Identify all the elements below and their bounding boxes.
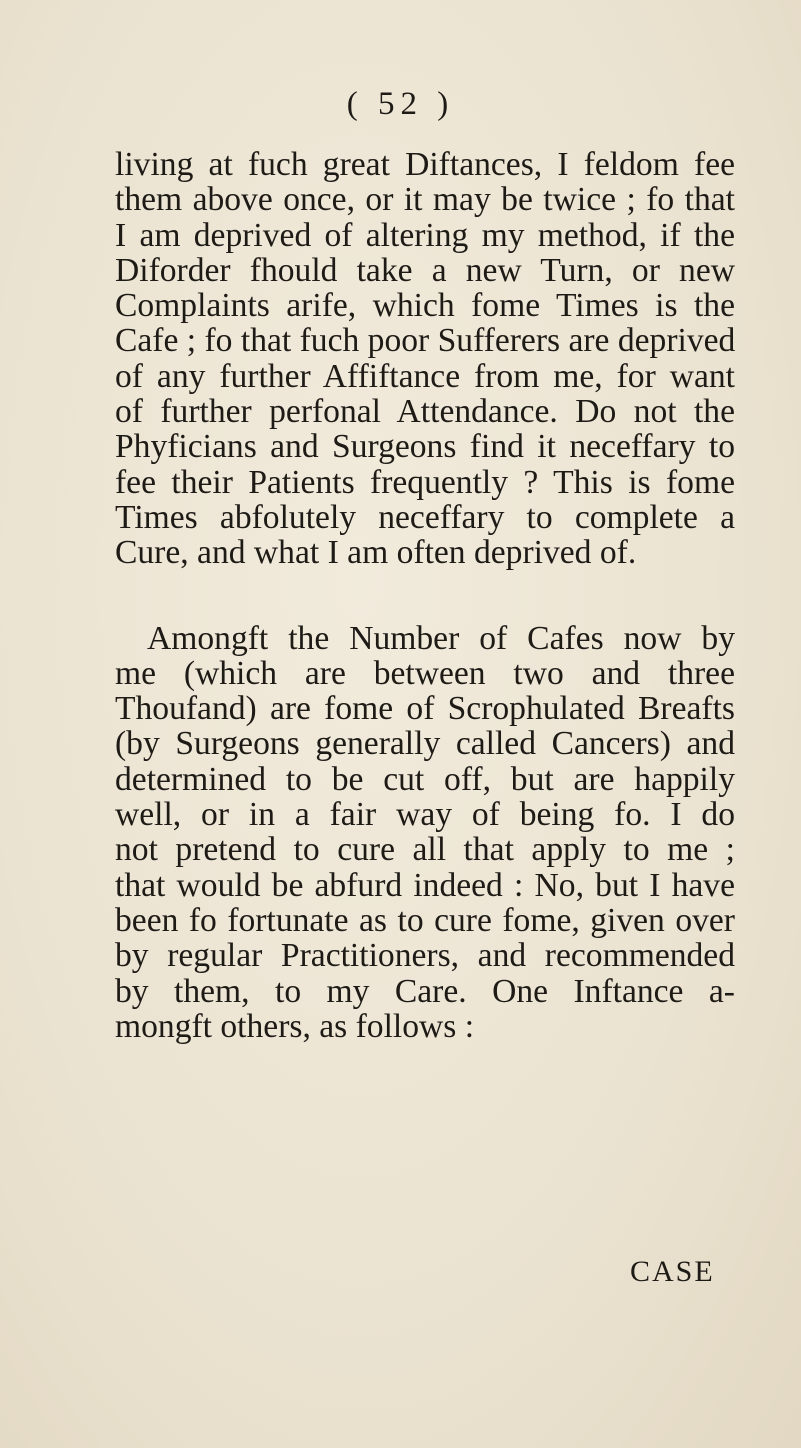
text-line: mongft others, as follows : <box>115 1007 475 1045</box>
text-line: that would be abfurd indeed : No, but I have <box>115 866 735 904</box>
body-text <box>115 147 735 1044</box>
text-line: of any further Affiftance from me, for want <box>115 357 735 395</box>
paragraph-1 <box>115 147 735 571</box>
text-line: Times abfolutely neceffary to complete a <box>115 498 735 536</box>
text-line: Phyficians and Surgeons find it neceffary to <box>115 428 735 466</box>
text-line: fee their Patients frequently ? This is fome <box>115 463 735 501</box>
text-line: (by Surgeons generally called Cancers) and <box>115 725 735 763</box>
text-line: Cafe ; fo that fuch poor Sufferers are deprived <box>115 322 736 360</box>
text-line: well, or in a fair way of being fo. I do <box>115 796 735 834</box>
text-line: them above once, or it may be twice ; fo that <box>115 181 735 219</box>
paragraph-2 <box>115 621 735 1045</box>
page-number: ( 52 ) <box>346 86 455 122</box>
text-line: living at fuch great Diftances, I feldom fee <box>115 146 735 183</box>
text-line: not pretend to cure all that apply to me ; <box>115 831 735 869</box>
text-line: determined to be cut off, but are happily <box>115 760 735 798</box>
text-line: Diforder fhould take a new Turn, or new <box>115 251 735 289</box>
text-line: I am deprived of altering my method, if the <box>115 216 735 254</box>
text-line: Thoufand) are fome of Scrophulated Breafts <box>115 690 735 728</box>
text-line: by regular Practitioners, and recommended <box>115 937 735 975</box>
catchword: CASE <box>630 1255 715 1288</box>
text-line: Complaints arife, which fome Times is the <box>115 287 735 325</box>
text-line: by them, to my Care. One Inftance a- <box>115 972 735 1010</box>
paragraph-gap <box>115 571 735 621</box>
text-line: Amongft the Number of Cafes now by <box>147 619 735 657</box>
text-line: Cure, and what I am often deprived of. <box>115 534 637 572</box>
text-line: been fo fortunate as to cure fome, given over <box>115 901 735 939</box>
text-line: me (which are between two and three <box>115 654 735 692</box>
text-line: of further perfonal Attendance. Do not the <box>115 393 735 431</box>
